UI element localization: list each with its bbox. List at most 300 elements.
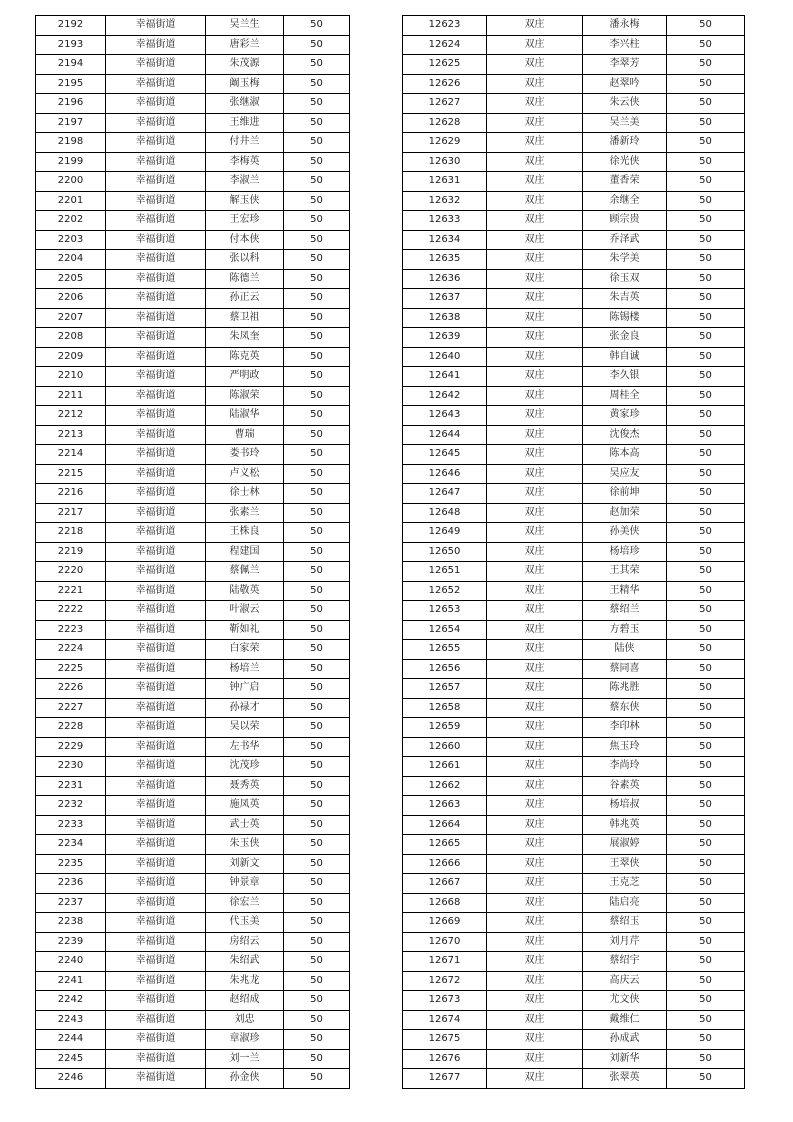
name-cell: 李久银: [583, 367, 667, 387]
amount-cell: 50: [284, 601, 350, 621]
name-cell: 陈兆胜: [583, 679, 667, 699]
amount-cell: 50: [667, 386, 745, 406]
name-cell: 蔡绍兰: [583, 601, 667, 621]
table-row: [36, 289, 350, 309]
amount-cell: 50: [284, 16, 350, 36]
amount-cell: 50: [667, 328, 745, 348]
area-cell: 幸福街道: [106, 289, 206, 309]
table-row: [403, 737, 745, 757]
name-cell: 陈克英: [206, 347, 284, 367]
table-row: [403, 1049, 745, 1069]
area-cell: 幸福街道: [106, 874, 206, 894]
amount-cell: 50: [667, 640, 745, 660]
area-cell: 幸福街道: [106, 425, 206, 445]
name-cell: 王宏珍: [206, 211, 284, 231]
name-cell: 乔泽武: [583, 230, 667, 250]
table-row: [403, 932, 745, 952]
name-cell: 朱茂源: [206, 55, 284, 75]
table-row: [36, 133, 350, 153]
table-row: [36, 1049, 350, 1069]
row-number-cell: 12630: [403, 152, 487, 172]
name-cell: 张金良: [583, 328, 667, 348]
name-cell: 解玉侠: [206, 191, 284, 211]
amount-cell: 50: [284, 874, 350, 894]
row-number-cell: 12642: [403, 386, 487, 406]
area-cell: 双庄: [487, 1069, 583, 1089]
row-number-cell: 12668: [403, 893, 487, 913]
table-row: [36, 1030, 350, 1050]
name-cell: 朱云侠: [583, 94, 667, 114]
name-cell: 陆敬英: [206, 581, 284, 601]
amount-cell: 50: [667, 406, 745, 426]
area-cell: 双庄: [487, 640, 583, 660]
row-number-cell: 12652: [403, 581, 487, 601]
name-cell: 戴维仁: [583, 1010, 667, 1030]
name-cell: 张继淑: [206, 94, 284, 114]
amount-cell: 50: [284, 913, 350, 933]
table-row: [403, 35, 745, 55]
row-number-cell: 12663: [403, 796, 487, 816]
name-cell: 程建国: [206, 542, 284, 562]
row-number-cell: 2205: [36, 269, 106, 289]
row-number-cell: 2240: [36, 952, 106, 972]
table-row: [403, 230, 745, 250]
name-cell: 朱玉侠: [206, 835, 284, 855]
row-number-cell: 2197: [36, 113, 106, 133]
table-row: [36, 991, 350, 1011]
row-number-cell: 2222: [36, 601, 106, 621]
area-cell: 双庄: [487, 698, 583, 718]
table-row: [403, 776, 745, 796]
name-cell: 施凤英: [206, 796, 284, 816]
name-cell: 王克芝: [583, 874, 667, 894]
amount-cell: 50: [667, 152, 745, 172]
area-cell: 幸福街道: [106, 698, 206, 718]
amount-cell: 50: [284, 328, 350, 348]
amount-cell: 50: [667, 347, 745, 367]
table-row: [36, 328, 350, 348]
table-row: [36, 191, 350, 211]
amount-cell: 50: [284, 503, 350, 523]
name-cell: 吴以荣: [206, 718, 284, 738]
row-number-cell: 12670: [403, 932, 487, 952]
amount-cell: 50: [284, 113, 350, 133]
amount-cell: 50: [667, 815, 745, 835]
table-row: [403, 172, 745, 192]
name-cell: 尤文侠: [583, 991, 667, 1011]
amount-cell: 50: [667, 464, 745, 484]
row-number-cell: 2244: [36, 1030, 106, 1050]
area-cell: 双庄: [487, 562, 583, 582]
row-number-cell: 12654: [403, 620, 487, 640]
name-cell: 房绍云: [206, 932, 284, 952]
area-cell: 幸福街道: [106, 562, 206, 582]
area-cell: 幸福街道: [106, 308, 206, 328]
amount-cell: 50: [284, 581, 350, 601]
name-cell: 曹瑞: [206, 425, 284, 445]
table-row: [403, 269, 745, 289]
name-cell: 蔡佩兰: [206, 562, 284, 582]
area-cell: 双庄: [487, 172, 583, 192]
area-cell: 幸福街道: [106, 971, 206, 991]
row-number-cell: 12658: [403, 698, 487, 718]
table-row: [36, 113, 350, 133]
table-row: [403, 913, 745, 933]
area-cell: 双庄: [487, 16, 583, 36]
area-cell: 双庄: [487, 1030, 583, 1050]
table-row: [36, 445, 350, 465]
area-cell: 幸福街道: [106, 464, 206, 484]
amount-cell: 50: [284, 1069, 350, 1089]
row-number-cell: 12661: [403, 757, 487, 777]
amount-cell: 50: [284, 484, 350, 504]
amount-cell: 50: [667, 679, 745, 699]
table-row: [36, 250, 350, 270]
table-row: [403, 698, 745, 718]
amount-cell: 50: [284, 952, 350, 972]
name-cell: 焦玉玲: [583, 737, 667, 757]
area-cell: 幸福街道: [106, 386, 206, 406]
table-row: [36, 562, 350, 582]
name-cell: 蔡绍玉: [583, 913, 667, 933]
area-cell: 双庄: [487, 796, 583, 816]
name-cell: 左书华: [206, 737, 284, 757]
table-row: [36, 523, 350, 543]
row-number-cell: 12635: [403, 250, 487, 270]
row-number-cell: 2224: [36, 640, 106, 660]
area-cell: 幸福街道: [106, 679, 206, 699]
amount-cell: 50: [667, 893, 745, 913]
area-cell: 幸福街道: [106, 133, 206, 153]
amount-cell: 50: [667, 133, 745, 153]
area-cell: 幸福街道: [106, 211, 206, 231]
amount-cell: 50: [667, 1030, 745, 1050]
table-row: [403, 620, 745, 640]
table-row: [403, 406, 745, 426]
name-cell: 赵加荣: [583, 503, 667, 523]
area-cell: 双庄: [487, 328, 583, 348]
table-row: [403, 94, 745, 114]
table-row: [36, 425, 350, 445]
area-cell: 幸福街道: [106, 523, 206, 543]
area-cell: 幸福街道: [106, 815, 206, 835]
area-cell: 幸福街道: [106, 269, 206, 289]
table-row: [36, 737, 350, 757]
table-row: [36, 776, 350, 796]
amount-cell: 50: [284, 1049, 350, 1069]
table-row: [403, 757, 745, 777]
name-cell: 阚玉梅: [206, 74, 284, 94]
amount-cell: 50: [667, 718, 745, 738]
row-number-cell: 12641: [403, 367, 487, 387]
area-cell: 双庄: [487, 445, 583, 465]
name-cell: 张以科: [206, 250, 284, 270]
area-cell: 幸福街道: [106, 1049, 206, 1069]
amount-cell: 50: [284, 698, 350, 718]
table-row: [403, 815, 745, 835]
row-number-cell: 2217: [36, 503, 106, 523]
name-cell: 张素兰: [206, 503, 284, 523]
row-number-cell: 12633: [403, 211, 487, 231]
amount-cell: 50: [667, 1010, 745, 1030]
row-number-cell: 2192: [36, 16, 106, 36]
area-cell: 幸福街道: [106, 932, 206, 952]
name-cell: 高庆云: [583, 971, 667, 991]
amount-cell: 50: [284, 796, 350, 816]
area-cell: 双庄: [487, 854, 583, 874]
area-cell: 幸福街道: [106, 230, 206, 250]
table-row: [403, 16, 745, 36]
amount-cell: 50: [284, 230, 350, 250]
area-cell: 双庄: [487, 211, 583, 231]
table-row: [403, 952, 745, 972]
name-cell: 蔡绍宇: [583, 952, 667, 972]
table-row: [36, 386, 350, 406]
table-row: [403, 445, 745, 465]
name-cell: 徐玉双: [583, 269, 667, 289]
table-row: [403, 893, 745, 913]
name-cell: 潘新玲: [583, 133, 667, 153]
name-cell: 孙禄才: [206, 698, 284, 718]
amount-cell: 50: [667, 425, 745, 445]
row-number-cell: 12638: [403, 308, 487, 328]
name-cell: 靳如礼: [206, 620, 284, 640]
row-number-cell: 12628: [403, 113, 487, 133]
area-cell: 幸福街道: [106, 913, 206, 933]
row-number-cell: 2208: [36, 328, 106, 348]
row-number-cell: 2207: [36, 308, 106, 328]
row-number-cell: 2233: [36, 815, 106, 835]
table-row: [36, 581, 350, 601]
amount-cell: 50: [284, 542, 350, 562]
table-row: [36, 230, 350, 250]
area-cell: 双庄: [487, 874, 583, 894]
name-cell: 孙正云: [206, 289, 284, 309]
row-number-cell: 12657: [403, 679, 487, 699]
amount-cell: 50: [667, 94, 745, 114]
amount-cell: 50: [667, 1049, 745, 1069]
table-row: [36, 796, 350, 816]
amount-cell: 50: [284, 562, 350, 582]
area-cell: 幸福街道: [106, 484, 206, 504]
row-number-cell: 2202: [36, 211, 106, 231]
row-number-cell: 12674: [403, 1010, 487, 1030]
amount-cell: 50: [284, 172, 350, 192]
row-number-cell: 2220: [36, 562, 106, 582]
amount-cell: 50: [284, 815, 350, 835]
name-cell: 孙成武: [583, 1030, 667, 1050]
amount-cell: 50: [667, 269, 745, 289]
amount-cell: 50: [284, 347, 350, 367]
name-cell: 白家荣: [206, 640, 284, 660]
row-number-cell: 2196: [36, 94, 106, 114]
amount-cell: 50: [667, 601, 745, 621]
name-cell: 陆侠: [583, 640, 667, 660]
row-number-cell: 2219: [36, 542, 106, 562]
table-row: [403, 718, 745, 738]
area-cell: 幸福街道: [106, 952, 206, 972]
table-row: [403, 503, 745, 523]
amount-cell: 50: [667, 874, 745, 894]
name-cell: 付本侠: [206, 230, 284, 250]
amount-cell: 50: [284, 211, 350, 231]
area-cell: 双庄: [487, 113, 583, 133]
table-row: [403, 191, 745, 211]
table-row: [403, 854, 745, 874]
name-cell: 钟景章: [206, 874, 284, 894]
name-cell: 韩自诚: [583, 347, 667, 367]
name-cell: 徐前坤: [583, 484, 667, 504]
name-cell: 杨培珍: [583, 542, 667, 562]
amount-cell: 50: [667, 854, 745, 874]
row-number-cell: 2226: [36, 679, 106, 699]
amount-cell: 50: [667, 445, 745, 465]
name-cell: 王翠侠: [583, 854, 667, 874]
table-row: [403, 152, 745, 172]
name-cell: 刘忠: [206, 1010, 284, 1030]
name-cell: 刘一兰: [206, 1049, 284, 1069]
table-row: [36, 913, 350, 933]
table-row: [403, 113, 745, 133]
row-number-cell: 2225: [36, 659, 106, 679]
area-cell: 双庄: [487, 74, 583, 94]
row-number-cell: 12634: [403, 230, 487, 250]
name-cell: 娄书玲: [206, 445, 284, 465]
table-row: [403, 484, 745, 504]
table-row: [403, 1030, 745, 1050]
table-row: [36, 893, 350, 913]
name-cell: 朱学美: [583, 250, 667, 270]
table-row: [36, 172, 350, 192]
amount-cell: 50: [284, 854, 350, 874]
row-number-cell: 2238: [36, 913, 106, 933]
area-cell: 双庄: [487, 737, 583, 757]
table-row: [403, 425, 745, 445]
amount-cell: 50: [284, 94, 350, 114]
amount-cell: 50: [284, 776, 350, 796]
name-cell: 赵绍成: [206, 991, 284, 1011]
name-cell: 代玉美: [206, 913, 284, 933]
amount-cell: 50: [667, 289, 745, 309]
amount-cell: 50: [284, 425, 350, 445]
name-cell: 陆启亮: [583, 893, 667, 913]
table-row: [403, 659, 745, 679]
area-cell: 双庄: [487, 659, 583, 679]
name-cell: 吴兰美: [583, 113, 667, 133]
table-row: [36, 640, 350, 660]
name-cell: 陈德兰: [206, 269, 284, 289]
amount-cell: 50: [667, 932, 745, 952]
amount-cell: 50: [284, 737, 350, 757]
amount-cell: 50: [284, 289, 350, 309]
amount-cell: 50: [284, 932, 350, 952]
name-cell: 刘新文: [206, 854, 284, 874]
row-number-cell: 2218: [36, 523, 106, 543]
name-cell: 杨培叔: [583, 796, 667, 816]
area-cell: 幸福街道: [106, 445, 206, 465]
area-cell: 幸福街道: [106, 991, 206, 1011]
area-cell: 幸福街道: [106, 737, 206, 757]
name-cell: 朱兆龙: [206, 971, 284, 991]
amount-cell: 50: [667, 35, 745, 55]
amount-cell: 50: [667, 542, 745, 562]
table-row: [403, 328, 745, 348]
row-number-cell: 12645: [403, 445, 487, 465]
area-cell: 双庄: [487, 581, 583, 601]
name-cell: 徐士林: [206, 484, 284, 504]
row-number-cell: 12659: [403, 718, 487, 738]
table-row: [403, 971, 745, 991]
row-number-cell: 12640: [403, 347, 487, 367]
table-row: [36, 406, 350, 426]
row-number-cell: 12651: [403, 562, 487, 582]
area-cell: 双庄: [487, 1049, 583, 1069]
area-cell: 幸福街道: [106, 503, 206, 523]
amount-cell: 50: [667, 620, 745, 640]
area-cell: 双庄: [487, 542, 583, 562]
row-number-cell: 12662: [403, 776, 487, 796]
table-row: [36, 16, 350, 36]
row-number-cell: 2215: [36, 464, 106, 484]
table-row: [36, 854, 350, 874]
area-cell: 双庄: [487, 835, 583, 855]
amount-cell: 50: [667, 211, 745, 231]
name-cell: 李尚玲: [583, 757, 667, 777]
row-number-cell: 2216: [36, 484, 106, 504]
amount-cell: 50: [667, 172, 745, 192]
name-cell: 王株良: [206, 523, 284, 543]
table-row: [403, 679, 745, 699]
amount-cell: 50: [667, 16, 745, 36]
row-number-cell: 2228: [36, 718, 106, 738]
amount-cell: 50: [284, 718, 350, 738]
amount-cell: 50: [284, 152, 350, 172]
amount-cell: 50: [667, 191, 745, 211]
table-row: [403, 601, 745, 621]
row-number-cell: 2242: [36, 991, 106, 1011]
name-cell: 吴兰生: [206, 16, 284, 36]
name-cell: 钟广启: [206, 679, 284, 699]
row-number-cell: 12647: [403, 484, 487, 504]
right-roster-table: [402, 15, 745, 1089]
row-number-cell: 2211: [36, 386, 106, 406]
name-cell: 孙美侠: [583, 523, 667, 543]
amount-cell: 50: [284, 406, 350, 426]
area-cell: 双庄: [487, 347, 583, 367]
row-number-cell: 12649: [403, 523, 487, 543]
name-cell: 顾宗贵: [583, 211, 667, 231]
left-roster-body: [36, 16, 350, 1089]
amount-cell: 50: [667, 503, 745, 523]
row-number-cell: 2206: [36, 289, 106, 309]
row-number-cell: 12665: [403, 835, 487, 855]
area-cell: 幸福街道: [106, 776, 206, 796]
amount-cell: 50: [667, 698, 745, 718]
row-number-cell: 12666: [403, 854, 487, 874]
amount-cell: 50: [284, 269, 350, 289]
area-cell: 幸福街道: [106, 406, 206, 426]
row-number-cell: 2245: [36, 1049, 106, 1069]
table-row: [36, 952, 350, 972]
row-number-cell: 2201: [36, 191, 106, 211]
area-cell: 双庄: [487, 289, 583, 309]
area-cell: 幸福街道: [106, 191, 206, 211]
table-row: [36, 152, 350, 172]
name-cell: 沈茂珍: [206, 757, 284, 777]
row-number-cell: 12677: [403, 1069, 487, 1089]
name-cell: 陈本高: [583, 445, 667, 465]
area-cell: 幸福街道: [106, 328, 206, 348]
